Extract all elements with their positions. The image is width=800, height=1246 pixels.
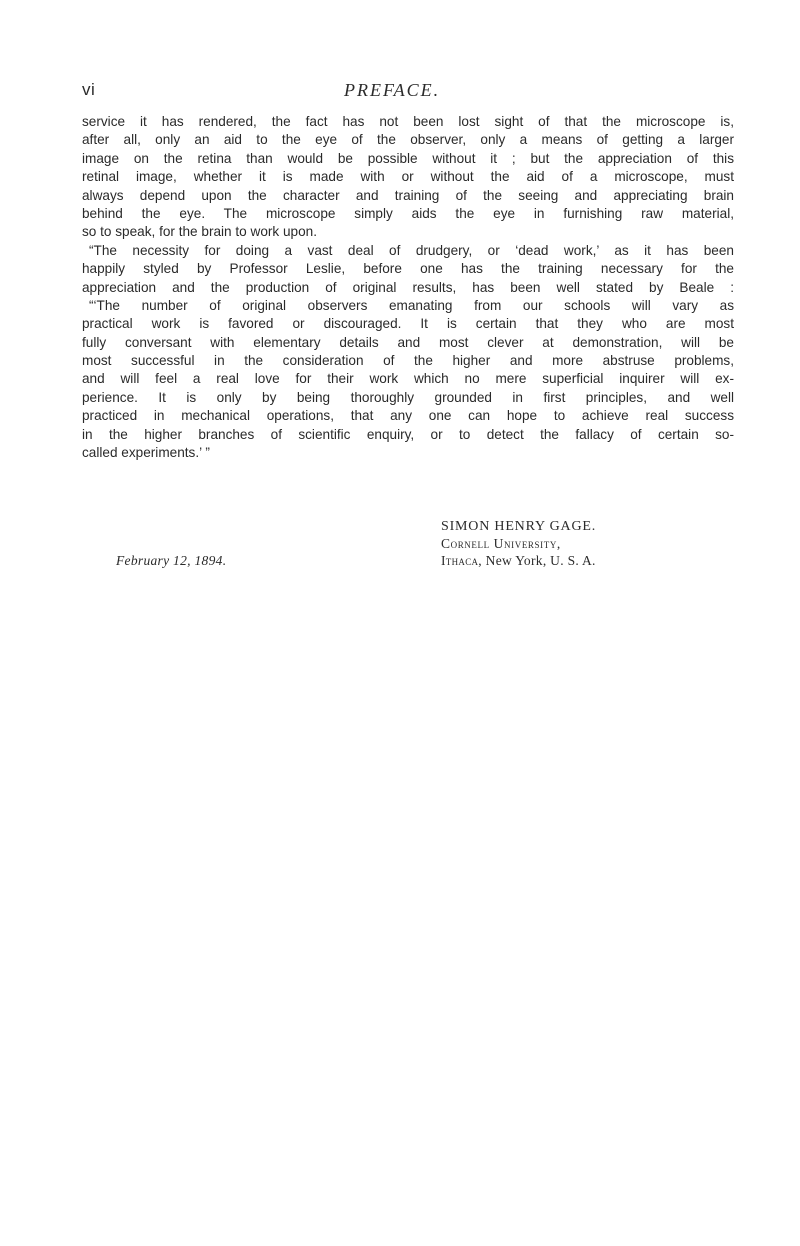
preface-body: [82, 113, 734, 462]
text-line: fully conversant with elementary details and most clever at demonstration, will be: [82, 334, 734, 350]
text-line: behind the eye. The microscope simply aids the eye in furnishing raw material,: [82, 205, 734, 221]
text-line: retinal image, whether it is made with or without the aid of a microscope, must: [82, 169, 734, 185]
text-line: “‘The number of original observers emanating from our schools will vary as: [89, 297, 734, 313]
author-institution: Cornell University,: [441, 536, 561, 551]
text-line: happily styled by Professor Leslie, before one has the training necessary for the: [82, 261, 734, 277]
running-head: PREFACE.: [344, 80, 441, 100]
text-line: called experiments.’ ”: [82, 445, 210, 461]
text-line: “The necessity for doing a vast deal of drudgery, or ‘dead work,’ as it has been: [89, 242, 734, 258]
text-line: service it has rendered, the fact has not been lost sight of that the microscope is,: [82, 114, 734, 129]
text-line: practiced in mechanical operations, that any one can hope to achieve real success: [82, 408, 734, 424]
text-line: practical work is favored or discouraged. It is certain that they who are most: [82, 316, 734, 332]
location-region: New York, U. S. A.: [481, 553, 596, 568]
preface-date: February 12, 1894.: [116, 553, 227, 568]
text-line: and will feel a real love for their work which no mere superficial inquirer will ex-: [82, 371, 734, 387]
text-line: most successful in the consideration of the higher and more abstruse problems,: [82, 353, 734, 369]
page-header: [82, 80, 732, 110]
author-location: [441, 553, 596, 569]
text-line: in the higher branches of scientific enquiry, or to detect the fallacy of certain so-: [82, 426, 734, 442]
text-line: appreciation and the production of original results, has been well stated by Beale :: [82, 279, 734, 295]
text-line: perience. It is only by being thoroughly grounded in first principles, and well: [82, 389, 734, 405]
page-number: vi: [82, 80, 96, 99]
text-line: so to speak, for the brain to work upon.: [82, 224, 318, 240]
text-line: image on the retina than would be possible without it ; but the appreciation of this: [82, 150, 734, 166]
text-line: after all, only an aid to the eye of the observer, only a means of getting a larger: [82, 132, 734, 148]
location-city: Ithaca,: [441, 553, 482, 568]
author-signature: SIMON HENRY GAGE.: [441, 519, 597, 534]
text-line: always depend upon the character and training of the seeing and appreciating brain: [82, 187, 734, 203]
